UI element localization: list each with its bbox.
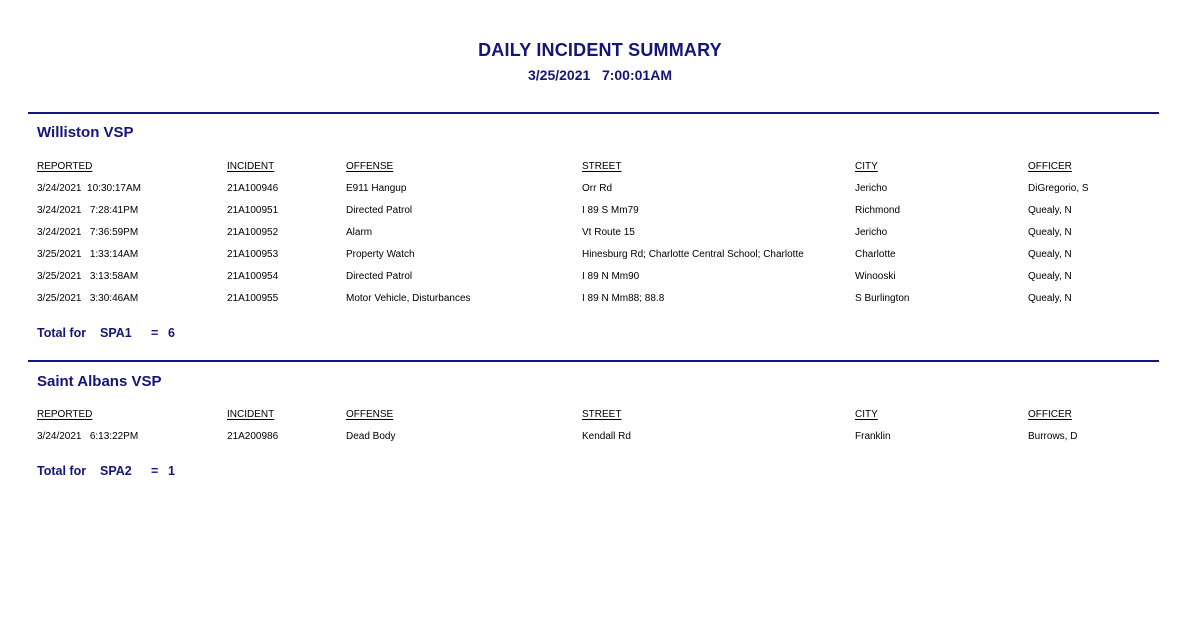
column-headers <box>0 409 1200 423</box>
cell-officer: Quealy, N <box>1028 271 1072 282</box>
table-row <box>0 249 1200 263</box>
cell-street: Orr Rd <box>582 183 612 194</box>
cell-incident: 21A200986 <box>227 431 279 442</box>
section-divider <box>28 360 1159 362</box>
cell-incident: 21A100953 <box>227 249 279 260</box>
cell-city: Winooski <box>855 271 896 282</box>
table-row <box>0 431 1200 445</box>
section-divider <box>28 112 1159 114</box>
cell-offense: Motor Vehicle, Disturbances <box>346 293 471 304</box>
total-equals: = <box>151 326 159 340</box>
header-offense: OFFENSE <box>346 161 394 172</box>
cell-street: Kendall Rd <box>582 431 631 442</box>
header-reported: REPORTED <box>37 161 93 172</box>
cell-offense: Directed Patrol <box>346 271 413 282</box>
section-total <box>37 464 337 480</box>
cell-street: I 89 S Mm79 <box>582 205 639 216</box>
report-title: DAILY INCIDENT SUMMARY <box>478 40 722 60</box>
header-incident: INCIDENT <box>227 161 275 172</box>
header-officer: OFFICER <box>1028 161 1072 172</box>
header-street: STREET <box>582 161 622 172</box>
header-offense: OFFENSE <box>346 409 394 420</box>
cell-incident: 21A100951 <box>227 205 279 216</box>
cell-reported: 3/25/2021 3:30:46AM <box>37 293 139 304</box>
total-count: 1 <box>168 464 175 478</box>
table-row <box>0 293 1200 307</box>
header-officer: OFFICER <box>1028 409 1072 420</box>
total-code: SPA2 <box>100 464 132 478</box>
cell-incident: 21A100952 <box>227 227 279 238</box>
cell-street: I 89 N Mm88; 88.8 <box>582 293 665 304</box>
cell-city: S Burlington <box>855 293 910 304</box>
cell-reported: 3/25/2021 1:33:14AM <box>37 249 139 260</box>
total-count: 6 <box>168 326 175 340</box>
table-row <box>0 227 1200 241</box>
total-label: Total for <box>37 464 87 478</box>
cell-officer: Quealy, N <box>1028 293 1072 304</box>
header-reported: REPORTED <box>37 409 93 420</box>
header-street: STREET <box>582 409 622 420</box>
cell-officer: Quealy, N <box>1028 249 1072 260</box>
cell-reported: 3/24/2021 7:36:59PM <box>37 227 139 238</box>
column-headers <box>0 161 1200 175</box>
section-name: Saint Albans VSP <box>37 373 162 390</box>
cell-offense: E911 Hangup <box>346 183 407 194</box>
total-label: Total for <box>37 326 87 340</box>
cell-incident: 21A100955 <box>227 293 279 304</box>
cell-city: Jericho <box>855 183 888 194</box>
cell-offense: Alarm <box>346 227 373 238</box>
header-incident: INCIDENT <box>227 409 275 420</box>
cell-street: I 89 N Mm90 <box>582 271 640 282</box>
report-datetime: 3/25/2021 7:00:01AM <box>528 67 672 83</box>
cell-reported: 3/24/2021 7:28:41PM <box>37 205 139 216</box>
cell-officer: Quealy, N <box>1028 205 1072 216</box>
cell-city: Richmond <box>855 205 901 216</box>
table-row <box>0 183 1200 197</box>
cell-city: Jericho <box>855 227 888 238</box>
cell-city: Charlotte <box>855 249 896 260</box>
table-row <box>0 205 1200 219</box>
header-city: CITY <box>855 409 878 420</box>
cell-reported: 3/25/2021 3:13:58AM <box>37 271 139 282</box>
total-code: SPA1 <box>100 326 132 340</box>
section-name: Williston VSP <box>37 124 134 141</box>
header-city: CITY <box>855 161 878 172</box>
cell-officer: Quealy, N <box>1028 227 1072 238</box>
cell-officer: Burrows, D <box>1028 431 1078 442</box>
cell-offense: Property Watch <box>346 249 415 260</box>
section-total <box>37 326 337 342</box>
cell-reported: 3/24/2021 6:13:22PM <box>37 431 139 442</box>
cell-offense: Dead Body <box>346 431 396 442</box>
cell-offense: Directed Patrol <box>346 205 413 216</box>
cell-street: Vt Route 15 <box>582 227 635 238</box>
total-equals: = <box>151 464 159 478</box>
cell-city: Franklin <box>855 431 891 442</box>
cell-incident: 21A100946 <box>227 183 279 194</box>
cell-officer: DiGregorio, S <box>1028 183 1089 194</box>
cell-reported: 3/24/2021 10:30:17AM <box>37 183 141 194</box>
table-row <box>0 271 1200 285</box>
cell-incident: 21A100954 <box>227 271 279 282</box>
cell-street: Hinesburg Rd; Charlotte Central School; Charlotte <box>582 249 804 260</box>
